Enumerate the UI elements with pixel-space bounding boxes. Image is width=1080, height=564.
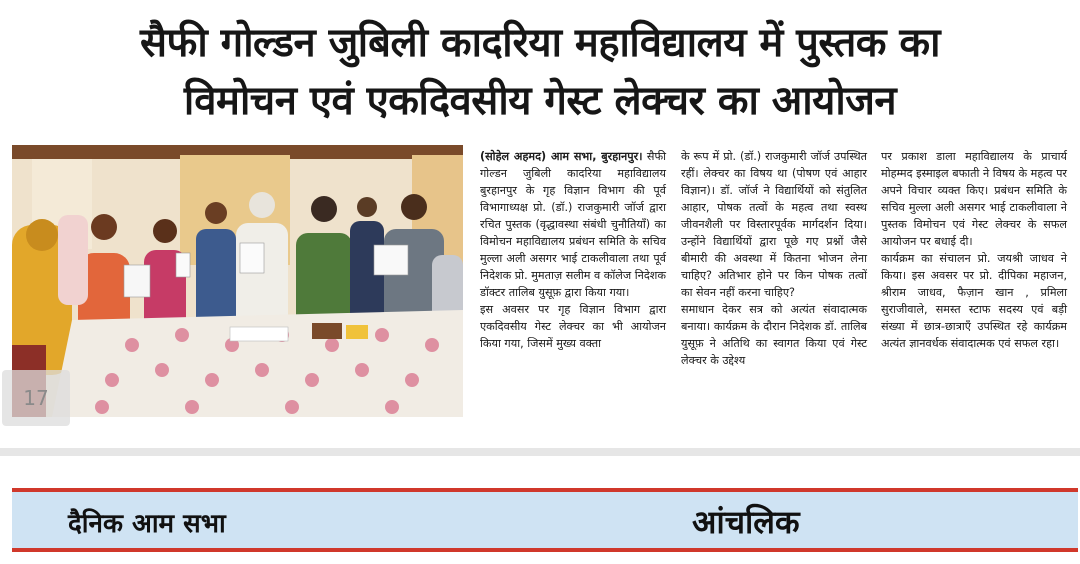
column-2-paragraph-2: समाधान देकर सत्र को अत्यंत संवादात्मक बनाया। कार्यक्रम के दौरान निदेशक डॉ. तालिब युसूफ़ ने अतिथि का स्वागत किया एवं गेस्ट लेक्चर के उद्देश्य	[681, 303, 867, 367]
byline: (सोहेल अहमद) आम सभा, बुरहानपुर।	[480, 150, 643, 163]
headline-line-1: सैफी गोल्डन जुबिली कादरिया महाविद्यालय में पुस्तक का	[140, 20, 940, 66]
article-column-1	[480, 148, 666, 352]
page-divider	[0, 448, 1080, 456]
section-name: आंचलिक	[692, 503, 800, 541]
page-number-tag: 17	[2, 370, 70, 426]
column-3-paragraph-1: पर प्रकाश डाला महाविद्यालय के प्राचार्य मोहम्मद इस्माइल बफाती ने विषय के महत्व पर अपने विचार व्यक्त किए। प्रबंधन समिति के सचिव मुल्ला अली असगर भाई टाकलीवाला ने पुस्तक विमोचन एवं गेस्ट लेक्चर के सफल आयोजन पर बधाई दी।	[881, 150, 1067, 248]
column-2-paragraph-1: के रूप में प्रो. (डॉ.) राजकुमारी जॉर्ज उपस्थित रहीं। लेक्चर का विषय था (पोषण एवं आहार विज्ञान)। डॉ. जॉर्ज ने विद्यार्थियों को संतुलित आहार, पोषक तत्वों के महत्व तथा स्वस्थ जीवनशैली पर विस्तारपूर्वक मार्गदर्शन दिया। उन्होंने विद्यार्थियों द्वारा पूछे गए प्रश्नों जैसे बीमारी की अवस्था में कितना भोजन लेना चाहिए? अतिभार होने पर किन पोषक तत्वों का सेवन नहीं करना चाहिए?	[681, 150, 867, 299]
column-1-paragraph-1: सैफी गोल्डन जुबिली कादरिया महाविद्यालय बुरहानपुर के गृह विज्ञान विभाग की पूर्व विभागाध्यक्ष प्रो. (डॉ.) राजकुमारी जॉर्ज द्वारा रचित पुस्तक (वृद्धावस्था संबंधी चुनौतियाँ) का विमोचन महाविद्यालय प्रबंधन समिति के सचिव मुल्ला अली असगर भाई टाकलीवाला तथा पूर्व निदेशक प्रो. मुमताज़ सलीम व कॉलेज निदेशक डॉक्टर तालिब युसूफ़ द्वारा किया गया।	[480, 150, 666, 299]
event-photo	[12, 145, 463, 417]
article-column-3	[881, 148, 1067, 352]
publication-name: दैनिक आम सभा	[68, 509, 226, 539]
headline-line-2: विमोचन एवं एकदिवसीय गेस्ट लेक्चर का आयोजन	[183, 78, 897, 124]
headline	[0, 14, 1080, 130]
article-column-2	[681, 148, 867, 369]
column-3-paragraph-2: कार्यक्रम का संचालन प्रो. जयश्री जाधव ने किया। इस अवसर पर प्रो. दीपिका महाजन, श्रीराम जाधव, फैज़ान खान , प्रमिला सुराजीवाले, समस्त स्टाफ सदस्य एवं बड़ी संख्या में छात्र-छात्राएँ उपस्थित रहे कार्यक्रम अत्यंत ज्ञानवर्धक संवादात्मक एवं सफल रहा।	[881, 252, 1067, 350]
column-1-paragraph-2: इस अवसर पर गृह विज्ञान विभाग द्वारा एकदिवसीय गेस्ट लेक्चर का भी आयोजन किया गया, जिसमें मुख्य वक्ता	[480, 303, 666, 350]
section-masthead	[12, 488, 1078, 552]
